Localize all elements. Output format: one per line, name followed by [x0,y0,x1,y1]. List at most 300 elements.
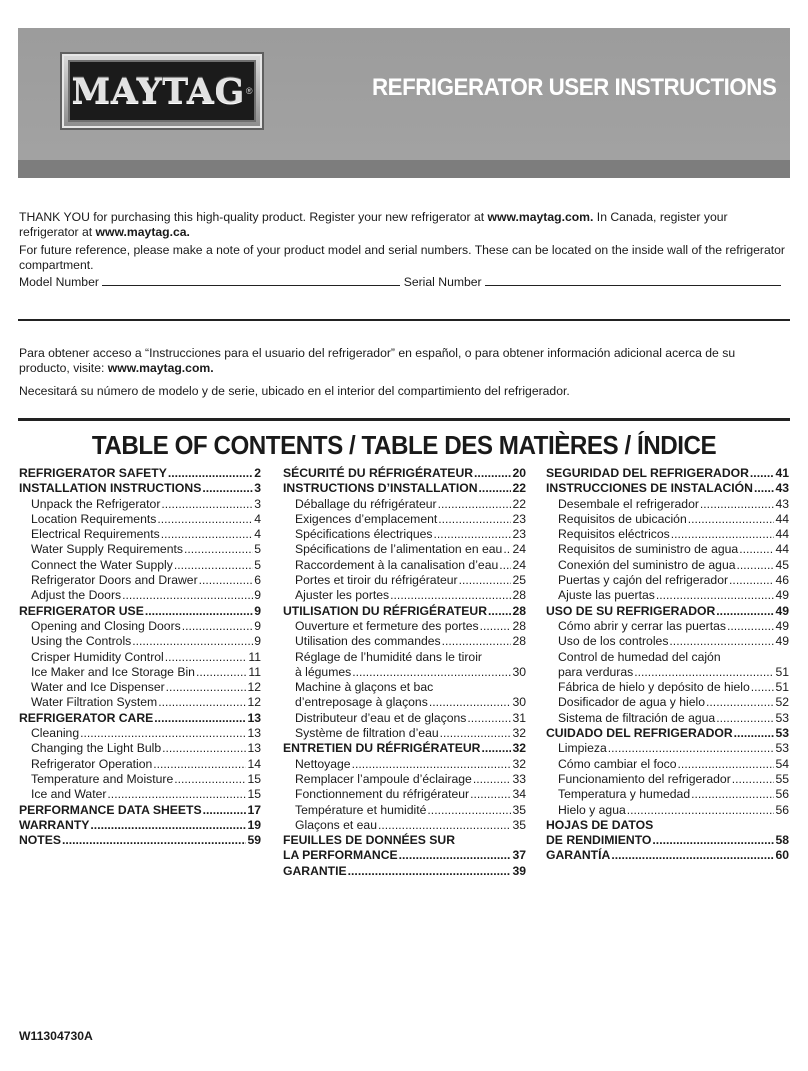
toc-entry[interactable] [546,497,789,512]
toc-page-number: 3 [254,481,261,496]
toc-entry-label: Crisper Humidity Control [31,649,164,664]
toc-entry-label: Système de filtration d’eau [295,726,439,741]
toc-leader-dots [488,604,511,619]
toc-page-number: 4 [254,511,261,526]
toc-entry-label: PERFORMANCE DATA SHEETS [19,802,202,817]
toc-entry-label: UTILISATION DU RÉFRIGÉRATEUR [283,603,488,618]
toc-entry[interactable] [19,542,261,557]
toc-page-number: 9 [254,634,261,649]
toc-entry-label: Ouverture et fermeture des portes [295,618,479,633]
toc-leader-dots [470,787,511,802]
toc-leader-dots [352,757,512,772]
logo-text: MAYTAG [71,70,245,112]
toc-entry-label: Portes et tiroir du réfrigérateur [295,573,458,588]
toc-page-number: 24 [512,542,526,557]
toc-entry[interactable] [283,757,526,772]
toc-column-english [19,466,261,848]
toc-entry-label: Nettoyage [295,756,351,771]
toc-entry-label: Unpack the Refrigerator [31,496,161,511]
toc-entry[interactable] [19,481,261,496]
toc-entry-label: Cómo abrir y cerrar las puertas [558,618,726,633]
toc-page-number: 17 [247,802,261,817]
toc-leader-dots [671,527,775,542]
document-code: W11304730A [19,1029,93,1043]
toc-leader-dots [691,787,774,802]
toc-leader-dots [480,619,512,634]
toc-entry[interactable] [546,757,789,772]
toc-entry-label: SEGURIDAD DEL REFRIGERADOR [546,466,749,480]
toc-leader-dots [499,558,511,573]
toc-leader-dots [90,818,246,833]
toc-entry[interactable] [19,650,261,665]
toc-leader-dots [154,711,246,726]
toc-entry[interactable] [19,803,261,818]
toc-entry[interactable] [546,466,789,481]
toc-page-number: 55 [775,771,789,786]
toc-page-number: 35 [512,817,526,832]
toc-entry[interactable] [283,588,526,603]
toc-entry-label: Ajuster les portes [295,588,390,603]
toc-entry-label: à légumes [295,664,352,679]
toc-entry[interactable] [19,741,261,756]
toc-entry[interactable] [283,848,526,863]
toc-page-number: 9 [254,588,261,603]
toc-entry[interactable] [546,848,789,863]
model-number-label: Model Number [19,275,99,289]
toc-entry-label: Distributeur d’eau et de glaçons [295,710,467,725]
registered-mark: ® [245,86,253,96]
toc-entry[interactable] [19,711,261,726]
toc-entry-label: Spécifications de l’alimentation en eau [295,542,503,557]
toc-page-number: 60 [775,848,789,863]
toc-entry[interactable] [546,527,789,542]
toc-page-number: 23 [512,511,526,526]
toc-entry-label: Refrigerator Doors and Drawer [31,573,198,588]
toc-leader-dots [729,573,774,588]
toc-entry-label: SÉCURITÉ DU RÉFRIGÉRATEUR [283,466,474,480]
toc-entry-label: Hielo y agua [558,802,626,817]
toc-entry-label: INSTALLATION INSTRUCTIONS [19,481,202,496]
toc-entry-label: Déballage du réfrigérateur [295,496,437,511]
toc-entry-label: Water Filtration System [31,695,158,710]
toc-entry[interactable] [19,665,261,680]
toc-page-number: 53 [775,726,789,741]
toc-entry-label: Electrical Requirements [31,527,160,542]
toc-entry[interactable] [283,619,526,634]
toc-leader-dots [700,497,775,512]
toc-page-number: 24 [512,557,526,572]
toc-entry-label: Temperature and Moisture [31,771,174,786]
toc-entry-label: NOTES [19,833,61,848]
toc-page-number: 22 [512,481,526,496]
toc-page-number: 52 [775,695,789,710]
toc-page-number: 20 [512,466,526,480]
toc-leader-dots [734,726,775,741]
toc-entry[interactable] [19,527,261,542]
toc-entry[interactable] [546,695,789,710]
toc-entry[interactable] [546,604,789,619]
toc-page-number: 19 [247,817,261,832]
model-number-field[interactable] [102,275,400,286]
toc-entry[interactable] [19,680,261,695]
serial-number-label: Serial Number [403,275,482,289]
toc-entry-label: Requisitos eléctricos [558,527,670,542]
toc-page-number: 44 [775,511,789,526]
toc-entry-label: Remplacer l’ampoule d’éclairage [295,771,472,786]
serial-number-field[interactable] [485,275,781,286]
toc-entry-label: Using the Controls [31,634,132,649]
toc-entry-label: Opening and Closing Doors [31,618,181,633]
toc-entry-label: GARANTIE [283,863,347,878]
toc-entry-label: Utilisation des commandes [295,634,441,649]
toc-page-number: 31 [512,710,526,725]
toc-entry[interactable] [19,619,261,634]
toc-entry[interactable] [283,573,526,588]
toc-page-number: 6 [254,573,261,588]
toc-page-number: 32 [512,741,526,756]
intro-thank-you [19,210,789,240]
toc-leader-dots [442,634,512,649]
toc-entry[interactable] [283,711,526,726]
toc-page-number: 53 [775,741,789,756]
toc-leader-dots [440,726,512,741]
toc-page-number: 49 [775,588,789,603]
toc-leader-dots [122,588,253,603]
toc-entry[interactable] [546,787,789,802]
toc-entry-label: DE RENDIMIENTO [546,833,652,848]
toc-entry-line1: FEUILLES DE DONNÉES SUR [283,833,455,848]
toc-entry[interactable] [546,634,789,649]
toc-entry-label: INSTRUCCIONES DE INSTALACIÓN [546,481,753,496]
toc-leader-dots [203,803,247,818]
toc-leader-dots [162,741,246,756]
toc-entry-label: CUIDADO DEL REFRIGERADOR [546,726,733,741]
toc-page-number: 28 [512,618,526,633]
toc-entry-label: Adjust the Doors [31,588,122,603]
toc-page-number: 22 [512,496,526,511]
toc-entry[interactable] [19,695,261,710]
toc-leader-dots [727,619,774,634]
toc-leader-dots [429,695,512,710]
toc-entry[interactable] [283,665,526,680]
toc-page-number: 35 [512,802,526,817]
toc-page-number: 13 [247,726,261,741]
toc-leader-dots [754,481,774,496]
toc-page-number: 28 [512,588,526,603]
toc-entry-label: REFRIGERATOR USE [19,603,144,618]
toc-page-number: 56 [775,787,789,802]
toc-entry[interactable] [19,757,261,772]
toc-leader-dots [107,787,246,802]
future-reference-text: For future reference, please make a note of your product model and serial numbers. These can be located on the inside wall of the refrigerator compartment. [19,243,785,272]
toc-page-number: 46 [775,573,789,588]
toc-leader-dots [352,665,511,680]
toc-entry[interactable] [546,542,789,557]
toc-entry[interactable] [283,803,526,818]
toc-page-number: 11 [248,664,261,679]
toc-leader-dots [479,481,512,496]
toc-page-number: 30 [512,695,526,710]
toc-page-number: 49 [775,634,789,649]
toc-entry-label: Funcionamiento del refrigerador [558,771,731,786]
toc-leader-dots [378,818,511,833]
toc-title: TABLE OF CONTENTS / TABLE DES MATIÈRES / ÍNDICE [91,430,717,460]
toc-entry[interactable] [19,833,261,848]
toc-page-number: 58 [775,833,789,848]
toc-entry-label: Water and Ice Dispenser [31,680,165,695]
toc-entry[interactable] [19,634,261,649]
toc-entry-label: Fonctionnement du réfrigérateur [295,787,470,802]
toc-page-number: 43 [775,496,789,511]
toc-entry[interactable] [546,512,789,527]
toc-page-number: 5 [254,557,261,572]
toc-leader-dots [62,833,246,848]
toc-leader-dots [611,848,774,863]
toc-entry[interactable] [19,466,261,481]
toc-entry[interactable] [546,665,789,680]
spanish-serial-text: Necesitará su número de modelo y de serie, ubicado en el interior del compartimiento del refrigerador. [19,384,570,398]
toc-entry-label: WARRANTY [19,817,90,832]
toc-entry[interactable] [546,588,789,603]
toc-entry[interactable] [546,772,789,787]
toc-entry[interactable] [546,573,789,588]
toc-leader-dots [132,634,253,649]
toc-entry-label: Requisitos de suministro de agua [558,542,739,557]
toc-entry[interactable] [283,558,526,573]
toc-entry[interactable] [19,588,261,603]
toc-leader-dots [165,650,248,665]
toc-entry[interactable] [283,787,526,802]
toc-entry[interactable] [19,787,261,802]
toc-entry-line1: Control de humedad del cajón [558,649,721,664]
toc-entry-label: Exigences d’emplacement [295,511,438,526]
toc-entry[interactable] [283,634,526,649]
toc-page-number: 14 [247,756,261,771]
toc-leader-dots [390,588,511,603]
toc-entry[interactable] [283,864,526,879]
toc-entry-label: Conexión del suministro de agua [558,557,736,572]
toc-entry-label: Sistema de filtración de agua [558,710,716,725]
toc-entry-label: Uso de los controles [558,634,669,649]
toc-entry[interactable] [283,512,526,527]
toc-entry[interactable] [283,818,526,833]
toc-entry[interactable] [19,573,261,588]
toc-entry[interactable] [19,772,261,787]
toc-leader-dots [168,466,253,481]
toc-entry-label: Location Requirements [31,511,157,526]
toc-page-number: 4 [254,527,261,542]
toc-entry-label: Cómo cambiar el foco [558,756,677,771]
toc-page-number: 44 [775,527,789,542]
toc-entry[interactable] [283,497,526,512]
toc-entry-label: Cleaning [31,726,80,741]
toc-leader-dots [474,466,511,481]
toc-page-number: 53 [775,710,789,725]
toc-entry[interactable] [19,604,261,619]
toc-entry-label: REFRIGERATOR SAFETY [19,466,167,480]
toc-entry-label: Fábrica de hielo y depósito de hielo [558,680,750,695]
toc-page-number: 41 [775,466,789,480]
toc-leader-dots [399,848,512,863]
toc-page-number: 3 [254,496,261,511]
toc-page-number: 25 [512,573,526,588]
toc-page-number: 23 [512,527,526,542]
toc-divider [18,418,790,421]
toc-entry[interactable] [283,481,526,496]
toc-page-number: 5 [254,542,261,557]
toc-entry-label: Desembale el refrigerador [558,496,699,511]
toc-page-number: 49 [775,603,789,618]
toc-entry[interactable] [283,542,526,557]
toc-entry[interactable] [19,558,261,573]
toc-leader-dots [739,542,774,557]
toc-leader-dots [161,527,254,542]
toc-entry[interactable] [546,481,789,496]
toc-leader-dots [174,772,246,787]
toc-leader-dots [438,512,511,527]
toc-leader-dots [669,634,774,649]
toc-page-number: 49 [775,618,789,633]
toc-entry-label: Temperatura y humedad [558,787,691,802]
toc-entry[interactable] [546,711,789,726]
toc-leader-dots [706,695,774,710]
toc-leader-dots [634,665,774,680]
toc-entry-label: Spécifications électriques [295,527,433,542]
toc-entry-line1: Machine à glaçons et bac [295,680,434,695]
toc-entry-label: Changing the Light Bulb [31,741,162,756]
maytag-logo [62,54,262,128]
toc-leader-dots [482,741,512,756]
toc-entry[interactable] [546,680,789,695]
spanish-access-text: Para obtener acceso a “Instrucciones para el usuario del refrigerador” en español, o para obtener información adicional acerca de su producto, visite: www.maytag.com. [19,346,736,375]
toc-entry-label: Puertas y cajón del refrigerador [558,573,729,588]
toc-leader-dots [158,695,246,710]
toc-entry-line1: Réglage de l’humidité dans le tiroir [295,649,482,664]
toc-page-number: 11 [248,649,261,664]
header-banner [18,28,790,178]
toc-entry[interactable] [19,512,261,527]
toc-entry-label: USO DE SU REFRIGERADOR [546,603,716,618]
toc-entry[interactable] [19,497,261,512]
toc-leader-dots [503,542,511,557]
toc-leader-dots [656,588,775,603]
toc-leader-dots [716,604,774,619]
toc-page-number: 9 [254,603,261,618]
toc-leader-dots [174,558,253,573]
toc-leader-dots [608,741,775,756]
toc-leader-dots [438,497,512,512]
toc-page-number: 12 [247,680,261,695]
toc-entry[interactable] [19,726,261,741]
toc-entry[interactable] [546,619,789,634]
toc-entry-label: Connect the Water Supply [31,557,173,572]
toc-page-number: 30 [512,664,526,679]
toc-page-number: 54 [775,756,789,771]
header-stripe [18,160,790,178]
toc-entry[interactable] [546,741,789,756]
toc-entry[interactable] [283,466,526,481]
toc-leader-dots [153,757,246,772]
toc-entry[interactable] [283,772,526,787]
toc-page-number: 37 [512,848,526,863]
toc-leader-dots [716,711,774,726]
toc-page-number: 12 [247,695,261,710]
toc-entry-label: Raccordement à la canalisation d’eau [295,557,499,572]
toc-entry[interactable] [283,695,526,710]
toc-page-number: 15 [247,787,261,802]
toc-entry-label: INSTRUCTIONS D’INSTALLATION [283,481,478,496]
toc-entry[interactable] [19,818,261,833]
toc-leader-dots [80,726,246,741]
toc-leader-dots [652,833,774,848]
toc-page-number: 15 [247,771,261,786]
toc-leader-dots [145,604,253,619]
toc-page-number: 13 [247,710,261,725]
toc-leader-dots [750,466,775,481]
toc-page-number: 43 [775,481,789,496]
toc-leader-dots [157,512,253,527]
toc-column-french [283,466,526,879]
toc-leader-dots [688,512,775,527]
toc-entry[interactable] [546,726,789,741]
toc-entry-line1: HOJAS DE DATOS [546,817,654,832]
toc-leader-dots [166,680,247,695]
toc-page-number: 44 [775,542,789,557]
toc-entry[interactable] [283,741,526,756]
toc-entry[interactable] [546,803,789,818]
toc-entry[interactable] [283,604,526,619]
toc-page-number: 51 [775,680,789,695]
thank-you-text: THANK YOU for purchasing this high-quality product. Register your new refrigerator at www.maytag.com. In Canada, register your refrigerator at www.maytag.ca. [19,210,728,239]
divider [18,319,790,321]
toc-entry-label: REFRIGERATOR CARE [19,710,154,725]
toc-leader-dots [199,573,254,588]
toc-entry[interactable] [283,726,526,741]
toc-entry-label: Requisitos de ubicación [558,511,687,526]
toc-entry-label: Température et humidité [295,802,427,817]
toc-leader-dots [184,542,253,557]
toc-entry-label: para verduras [558,664,634,679]
toc-leader-dots [473,772,512,787]
toc-leader-dots [202,481,253,496]
model-serial-line [19,275,789,289]
toc-page-number: 32 [512,756,526,771]
toc-entry-label: Ice and Water [31,787,107,802]
toc-page-number: 32 [512,726,526,741]
toc-entry-label: Glaçons et eau [295,817,377,832]
toc-page-number: 28 [512,603,526,618]
toc-entry-label: GARANTÍA [546,848,611,863]
toc-entry[interactable] [546,833,789,848]
toc-leader-dots [737,558,775,573]
toc-entry-label: LA PERFORMANCE [283,848,398,863]
spanish-intro [19,346,789,399]
toc-leader-dots [434,527,512,542]
toc-entry-label: Limpieza [558,741,607,756]
toc-entry-label: ENTRETIEN DU RÉFRIGÉRATEUR [283,741,481,756]
toc-leader-dots [348,864,512,879]
toc-leader-dots [196,665,247,680]
toc-entry[interactable] [283,527,526,542]
toc-page-number: 33 [512,771,526,786]
toc-leader-dots [751,680,775,695]
toc-leader-dots [459,573,512,588]
toc-entry-label: Ice Maker and Ice Storage Bin [31,664,195,679]
toc-page-number: 13 [247,741,261,756]
toc-entry[interactable] [546,558,789,573]
toc-entry-label: Refrigerator Operation [31,756,153,771]
toc-page-number: 45 [775,557,789,572]
